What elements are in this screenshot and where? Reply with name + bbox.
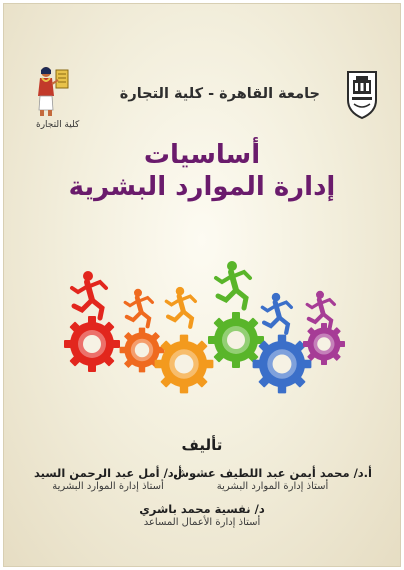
book-title-line-2: إدارة الموارد البشرية <box>68 172 336 202</box>
author-2-title: أستاذ إدارة الموارد البشرية <box>52 481 164 492</box>
cairo-university-seal-icon <box>344 70 380 120</box>
running-figures-on-gears-icon <box>44 248 368 408</box>
author-1 <box>173 466 372 492</box>
author-3-title: أستاذ إدارة الأعمال المساعد <box>143 517 261 528</box>
faculty-caption: كلية التجارة <box>36 120 80 130</box>
author-2 <box>34 466 182 492</box>
author-1-title: أستاذ إدارة الموارد البشرية <box>216 481 329 492</box>
authored-by-heading: تأليف <box>181 436 223 454</box>
book-cover <box>3 3 401 567</box>
author-3 <box>4 502 400 528</box>
book-title-line-1: أساسيات <box>143 140 261 170</box>
author-3-name: د/ نفسية محمد باشري <box>139 502 265 516</box>
author-2-name: أ.د/ أمل عبد الرحمن السيد <box>34 466 183 480</box>
pharaonic-scribe-logo-icon <box>32 62 72 122</box>
author-1-name: أ.د/ محمد أيمن عبد اللطيف عشوش <box>173 466 372 480</box>
cover-header <box>18 52 386 132</box>
university-name: جامعة القاهرة - كلية التجارة <box>119 86 320 102</box>
